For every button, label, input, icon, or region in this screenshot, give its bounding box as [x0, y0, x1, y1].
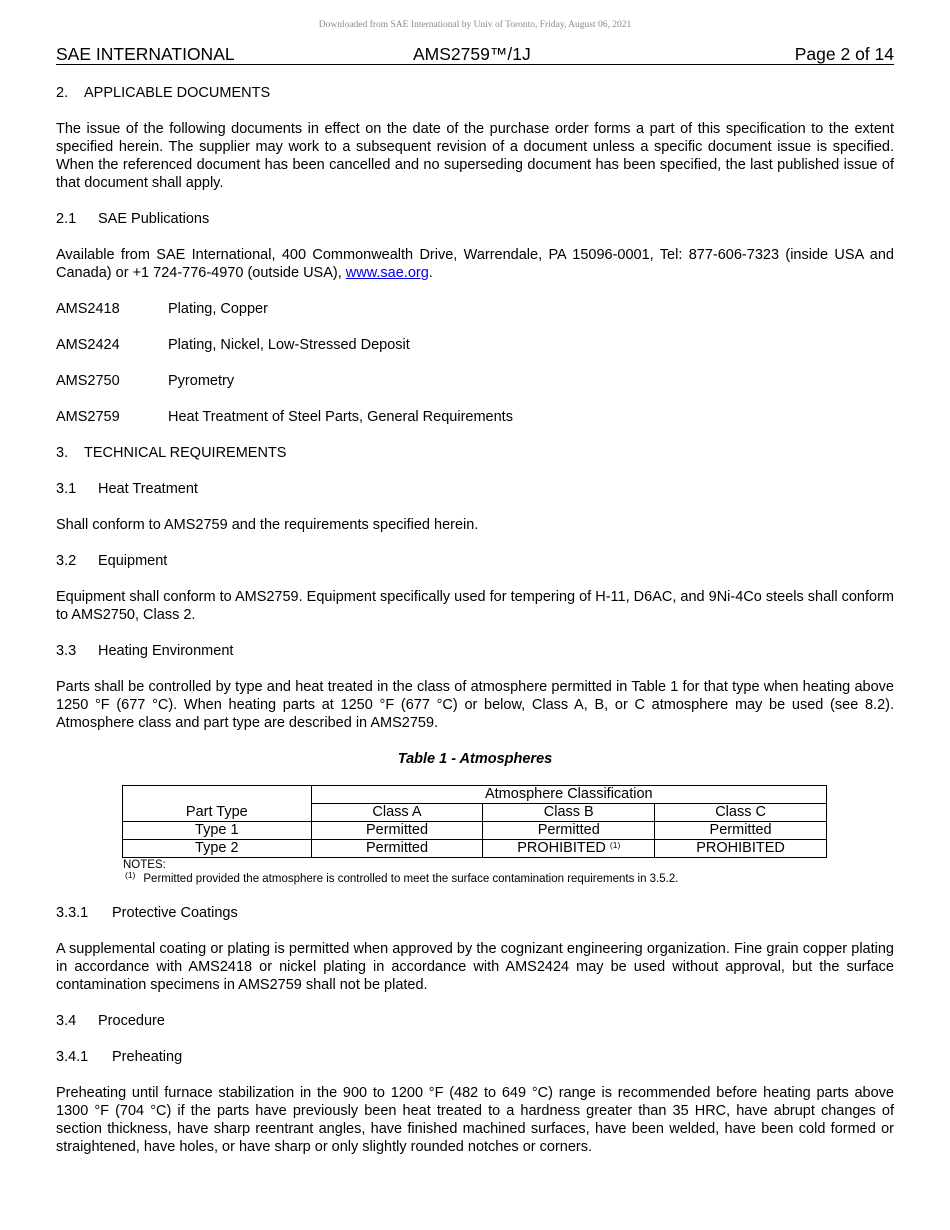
doc-list-item — [56, 300, 894, 318]
section-number: 3.2 — [56, 553, 77, 569]
part-type-cell: Type 2 — [123, 840, 312, 858]
class-c-cell: PROHIBITED — [655, 840, 827, 858]
table-header-row — [123, 786, 827, 804]
atmosphere-classification-header: Atmosphere Classification — [311, 786, 826, 804]
part-type-header: Part Type — [123, 786, 312, 822]
cell-value: PROHIBITED — [517, 840, 606, 856]
section-3-4-heading — [56, 1012, 894, 1030]
section-2-1-heading — [56, 210, 894, 228]
section-number: 2.1 — [56, 211, 77, 227]
table-1-title: Table 1 - Atmospheres — [397, 751, 553, 767]
section-2-body: The issue of the following documents in effect on the date of the purchase order forms a part of this specification to the extent specified herein. The supplier may work to a subsequent revision of a document unless a specific document issue is specified. When the referenced document has been cancelled and no superseding document has been specified, the last published issue of that document shall apply. — [56, 121, 894, 191]
table-row — [123, 822, 827, 840]
section-3-3-body: Parts shall be controlled by type and heat treated in the class of atmosphere permitted in Table 1 for that type when heating above 1250 °F (677 °C). When heating parts at 1250 °F (677 °C) or below, Class A, B, or C atmosphere may be used (see 8.2). Atmosphere class and part type are described in AMS2759. — [56, 679, 894, 731]
availability-text: Available from SAE International, 400 Commonwealth Drive, Warrendale, PA 15096-0001, Tel: 877-606-7323 (inside USA and Canada) or +1 724-776-4970 (outside USA), — [56, 247, 894, 281]
class-b-header: Class B — [483, 804, 655, 822]
doc-title: Pyrometry — [168, 373, 235, 389]
header-org: SAE INTERNATIONAL — [56, 44, 235, 64]
note-marker: (1) — [125, 870, 136, 880]
section-number: 3.4 — [56, 1013, 77, 1029]
section-title: Heating Environment — [98, 643, 234, 659]
section-3-3-1-body: A supplemental coating or plating is permitted when approved by the cognizant engineering organization. Fine grain copper plating in accordance with AMS2418 or nickel plating in accordance with AMS2424 may be used without approval, but the surface contamination specimens in AMS2759 shall not be plated. — [56, 941, 894, 993]
note-item — [123, 872, 894, 886]
note-reference: (1) — [609, 840, 621, 850]
doc-list-item — [56, 408, 894, 426]
section-title: TECHNICAL REQUIREMENTS — [84, 445, 287, 461]
table-row — [123, 840, 827, 858]
part-type-cell: Type 1 — [123, 822, 312, 840]
class-c-cell: Permitted — [655, 822, 827, 840]
doc-title: Heat Treatment of Steel Parts, General Requirements — [168, 409, 513, 425]
section-3-4-1-heading — [56, 1048, 894, 1066]
class-a-header: Class A — [311, 804, 483, 822]
section-title: Protective Coatings — [112, 905, 238, 921]
class-a-cell: Permitted — [311, 840, 483, 858]
section-3-3-1-heading — [56, 904, 894, 922]
section-title: SAE Publications — [98, 211, 210, 227]
section-title: Equipment — [98, 553, 168, 569]
atmospheres-table — [122, 785, 827, 858]
section-number: 3. — [56, 445, 69, 461]
section-3-1-heading — [56, 480, 894, 498]
section-number: 3.4.1 — [56, 1049, 89, 1065]
section-2-heading — [56, 84, 894, 102]
sae-website-link[interactable]: www.sae.org — [345, 265, 429, 281]
section-title: Heat Treatment — [98, 481, 198, 497]
class-b-cell — [483, 822, 655, 840]
table-notes — [123, 858, 894, 886]
section-2-1-body — [56, 246, 894, 282]
doc-title: Plating, Nickel, Low-Stressed Deposit — [168, 337, 410, 353]
download-watermark: Downloaded from SAE International by Univ of Toronto, Friday, August 06, 2021 — [318, 20, 632, 30]
section-number: 3.3.1 — [56, 905, 89, 921]
class-a-cell: Permitted — [311, 822, 483, 840]
class-c-header: Class C — [655, 804, 827, 822]
header-page-number: Page 2 of 14 — [794, 44, 894, 64]
section-number: 3.1 — [56, 481, 77, 497]
header-doc-id: AMS2759™/1J — [413, 44, 531, 64]
section-number: 2. — [56, 85, 69, 101]
class-b-cell — [483, 840, 655, 858]
doc-title: Plating, Copper — [168, 301, 268, 317]
doc-code: AMS2750 — [56, 373, 120, 389]
section-3-2-heading — [56, 552, 894, 570]
section-3-1-body: Shall conform to AMS2759 and the requirements specified herein. — [56, 517, 479, 533]
section-3-heading — [56, 444, 894, 462]
period: . — [428, 265, 433, 281]
page-header — [56, 44, 894, 65]
section-number: 3.3 — [56, 643, 77, 659]
section-title: APPLICABLE DOCUMENTS — [84, 85, 271, 101]
section-3-3-heading — [56, 642, 894, 660]
doc-code: AMS2424 — [56, 337, 120, 353]
cell-value: Permitted — [537, 822, 600, 838]
doc-list-item — [56, 336, 894, 354]
section-3-2-body: Equipment shall conform to AMS2759. Equipment specifically used for tempering of H-11, D6AC, and 9Ni-4Co steels shall conform to AMS2750, Class 2. — [56, 589, 894, 623]
section-title: Preheating — [112, 1049, 183, 1065]
section-title: Procedure — [98, 1013, 165, 1029]
document-body — [56, 84, 894, 1156]
note-text: Permitted provided the atmosphere is controlled to meet the surface contamination requirements in 3.5.2. — [143, 873, 679, 885]
doc-list-item — [56, 372, 894, 390]
doc-code: AMS2759 — [56, 409, 120, 425]
doc-code: AMS2418 — [56, 301, 120, 317]
notes-label: NOTES: — [123, 859, 166, 871]
section-3-4-1-body: Preheating until furnace stabilization in the 900 to 1200 °F (482 to 649 °C) range is recommended before heating parts above 1300 °F (704 °C) if the parts have previously been heat treated to a hardness greater than 35 HRC, have abrupt changes of section thickness, have sharp reentrant angles, have finished machined surfaces, have been welded, have been cold formed or straightened, have holes, or have sharp or only slightly rounded notches or corners. — [56, 1085, 894, 1155]
